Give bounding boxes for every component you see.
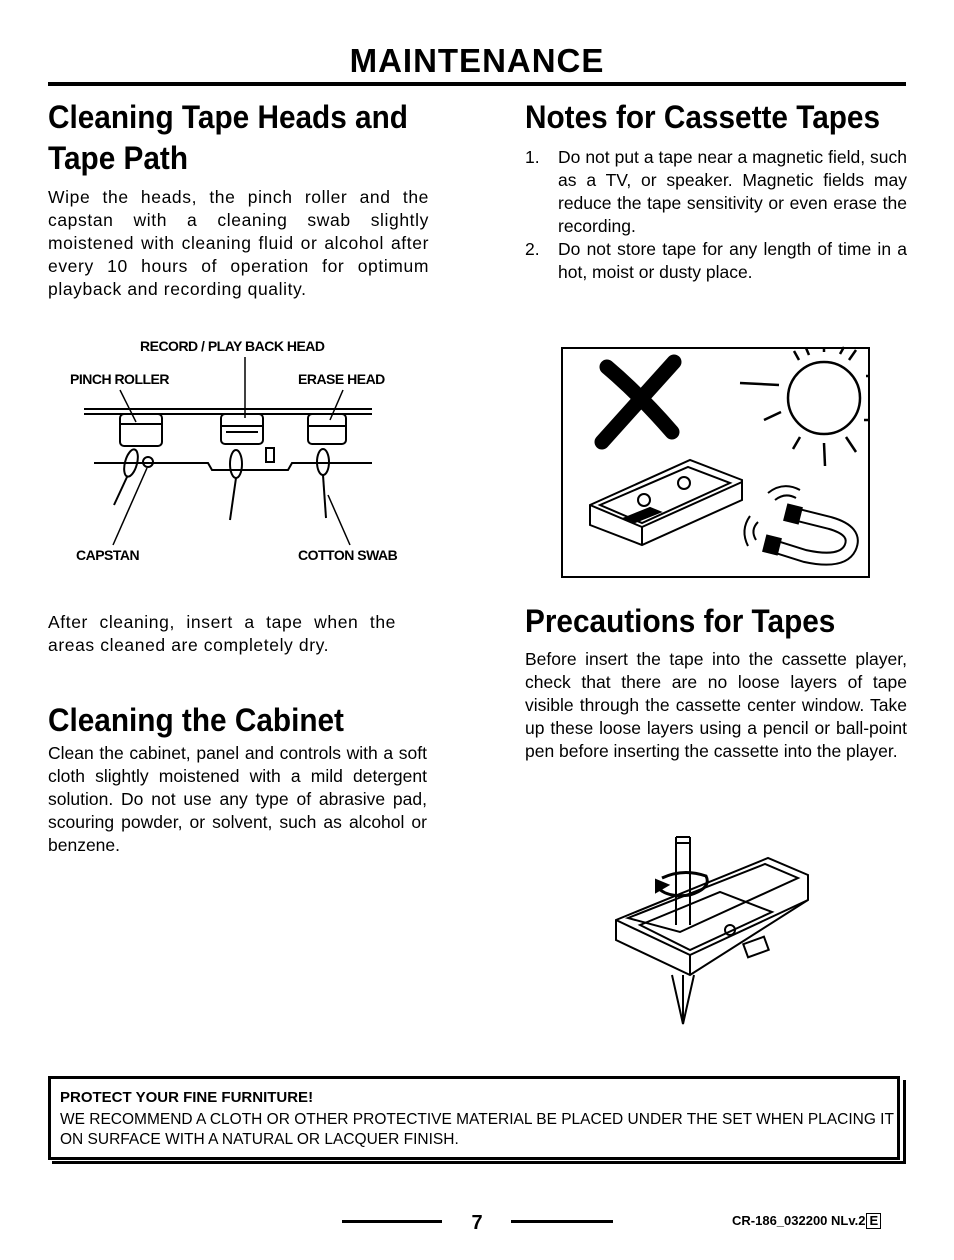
label-erase-head: ERASE HEAD — [298, 371, 385, 387]
notes-item-text: Do not store tape for any length of time in a hot, moist or dusty place. — [558, 239, 907, 282]
label-record-play-head: RECORD / PLAY BACK HEAD — [140, 338, 325, 354]
document-code-text: CR-186_032200 NLv.2 — [732, 1213, 866, 1228]
cabinet-body: Clean the cabinet, panel and controls with a soft cloth slightly moistened with a mild detergent solution. Do not use any type of abrasive pad, scouring powder, or solvent, such as alcohol or benzene. — [48, 743, 427, 855]
notice-body: WE RECOMMEND A CLOTH OR OTHER PROTECTIVE MATERIAL BE PLACED UNDER THE SET WHEN PLACING IT ON SURFACE WITH A NATURAL OR LACQUER FINISH. — [60, 1111, 894, 1148]
page-title: MAINTENANCE — [349, 42, 605, 79]
notes-item-number: 1. — [525, 147, 540, 167]
label-cotton-swab: COTTON SWAB — [298, 547, 398, 563]
tape-heads-body: Wipe the heads, the pinch roller and the capstan with a cleaning swab slightly moistened with cleaning fluid or alcohol after every 10 hours of operation for optimum playback and recording quality. — [48, 187, 429, 299]
document-code — [732, 1213, 881, 1229]
footer-rule-left — [342, 1220, 442, 1223]
page-number: 7 — [471, 1212, 483, 1234]
notes-heading: Notes for Cassette Tapes — [525, 99, 881, 135]
tape-heads-heading-line2: Tape Path — [48, 140, 189, 176]
label-capstan: CAPSTAN — [76, 547, 140, 563]
notes-item-text: Do not put a tape near a magnetic field, such as a TV, or speaker. Magnetic fields may reduce the tape sensitivity or even erase the recording. — [558, 147, 907, 236]
notice-title: PROTECT YOUR FINE FURNITURE! — [60, 1089, 314, 1106]
precautions-heading: Precautions for Tapes — [525, 603, 836, 639]
after-cleaning-text: After cleaning, insert a tape when the areas cleaned are completely dry. — [48, 612, 396, 655]
precautions-body: Before insert the tape into the cassette player, check that there are no loose layers of tape visible through the cassette center window. Take up these loose layers using a pencil or ball-point pen before inserting the cassette into the player. — [525, 649, 907, 761]
language-badge: E — [866, 1213, 881, 1229]
notes-item-number: 2. — [525, 239, 540, 259]
footer-rule-right — [511, 1220, 613, 1223]
furniture-notice — [48, 1076, 900, 1160]
label-pinch-roller: PINCH ROLLER — [70, 371, 169, 387]
tape-heads-heading-line1: Cleaning Tape Heads and — [48, 99, 408, 135]
cabinet-heading: Cleaning the Cabinet — [48, 702, 344, 738]
